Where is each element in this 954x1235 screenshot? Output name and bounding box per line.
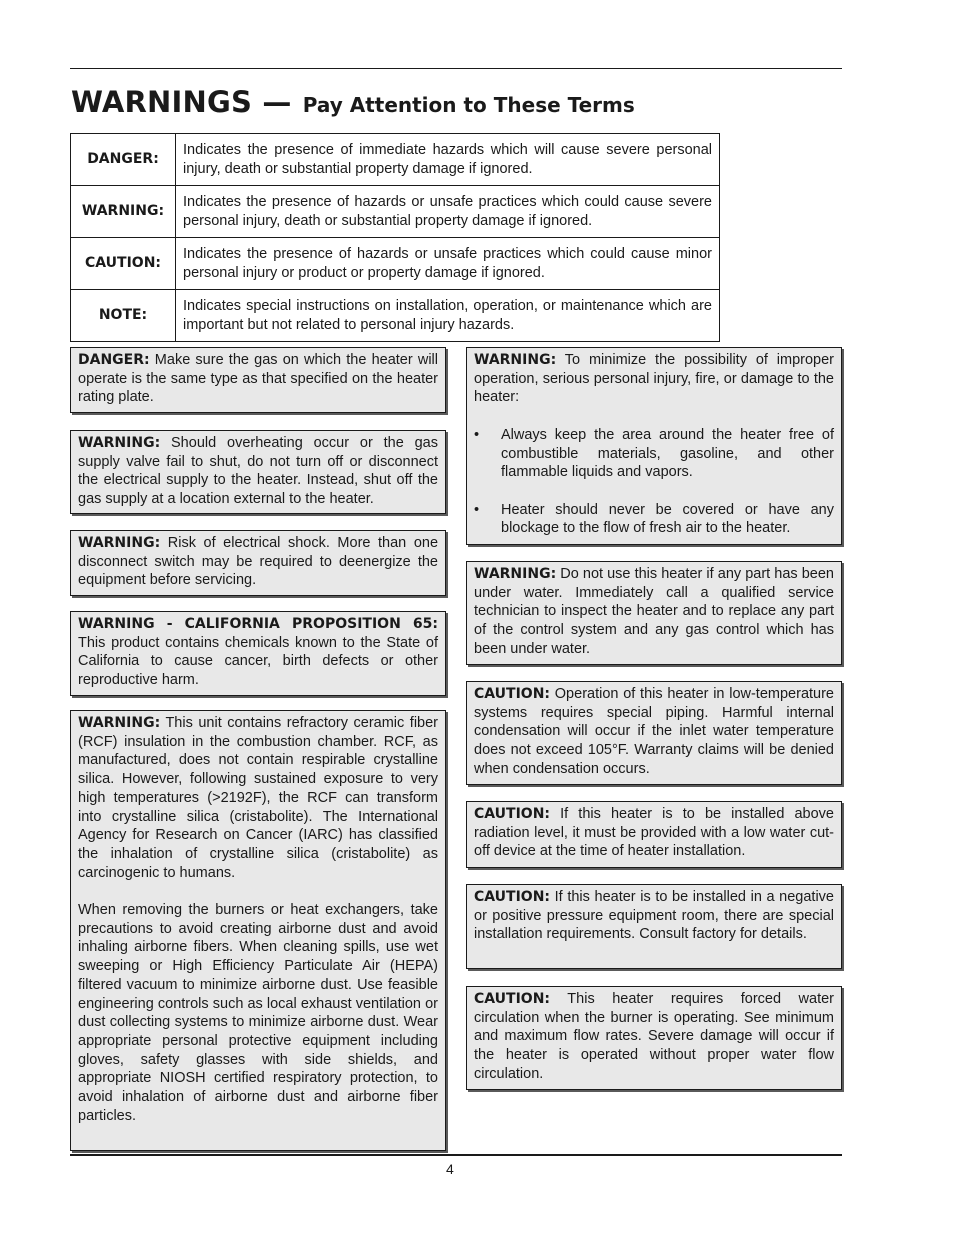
list-item (474, 501, 834, 538)
warning-improper-operation-box (466, 347, 842, 545)
list-item-text: Heater should never be covered or have any blockage to the flow of fresh air to the heater. (501, 501, 834, 537)
page-title (71, 82, 635, 120)
box-text (78, 714, 438, 882)
box-label: CAUTION: (474, 806, 551, 822)
bullet-list (474, 426, 834, 538)
box-body: Make sure the gas on which the heater will operate is the same type as that specified on the heater rating plate. (78, 352, 438, 406)
title-sub: Pay Attention to These Terms (302, 93, 635, 117)
term-label: NOTE: (71, 290, 176, 342)
bottom-rule (70, 1154, 842, 1156)
box-label: WARNING: (78, 715, 161, 731)
box-body: If this heater is to be installed above radiation level, it must be provided with a low water cut-off device at the time of heater installation. (474, 806, 834, 860)
box-label: CAUTION: (474, 686, 551, 702)
box-body: To minimize the possibility of improper operation, serious personal injury, fire, or damage to the heater: (474, 352, 834, 406)
term-definition: Indicates the presence of hazards or unsafe practices which could cause minor personal injury or product or property damage if ignored. (176, 238, 720, 290)
term-definition: Indicates the presence of hazards or unsafe practices which could cause severe personal injury, death or substantial property damage if ignored. (176, 186, 720, 238)
box-text (474, 685, 834, 779)
box-label: WARNING: (78, 535, 161, 551)
box-body: Should overheating occur or the gas supply valve fail to shut, do not turn off or disconnect the electrical supply to the heater. Instead, shut off the gas supply at a location external to the heater. (78, 435, 438, 508)
box-body: This unit contains refractory ceramic fiber (RCF) insulation in the combustion chamber. RCF, as manufactured, does not contain respirable crystalline silica. However, following sustained exposure to very high temperatures (>2192F), the RCF can transform into crystalline silica (cristabolite). The International Agency for Research on Cancer (IARC) has classified the inhalation of crystalline silica (cristabolite) as carcinogenic to humans. (78, 715, 438, 881)
box-body: Operation of this heater in low-temperature systems requires special piping. Harmful internal condensation will occur if the inlet water temperature does not exceed 105°F. Warranty claims will be denied when condensation occurs. (474, 686, 834, 777)
caution-pressure-room-box (466, 884, 842, 969)
caution-low-temperature-box (466, 681, 842, 785)
box-text (474, 565, 834, 659)
terms-row (71, 290, 720, 342)
box-body-2: When removing the burners or heat exchangers, take precautions to avoid creating airborne dust and avoid inhaling airborne fibers. When cleaning spills, use wet sweeping or High Efficiency Particulate Air (HEPA) filtered vacuum to minimize airborne dust. Use feasible engineering controls such as local exhaust ventilation or dust collecting systems to minimize airborne dust. Wear appropriate personal protective equipment including gloves, safety glasses with side shields, and appropriate NIOSH certified respiratory protection, to avoid inhalation of airborne dust and airborne fiber particles. (78, 902, 438, 1124)
term-definition: Indicates the presence of immediate hazards which will cause severe personal injury, death or substantial property damage if ignored. (176, 134, 720, 186)
list-item (474, 426, 834, 482)
box-text (78, 434, 438, 509)
box-label: WARNING: (474, 566, 557, 582)
box-text (78, 534, 438, 590)
box-body: Risk of electrical shock. More than one disconnect switch may be required to deenergize the equipment before servicing. (78, 535, 439, 589)
box-body: This heater requires forced water circulation when the burner is operating. See minimum and maximum flow rates. Severe damage will occur if the heater is operated without proper water flow circulation. (474, 991, 834, 1082)
terms-row (71, 186, 720, 238)
term-label: DANGER: (71, 134, 176, 186)
top-rule (70, 68, 842, 69)
term-definition: Indicates special instructions on installation, operation, or maintenance which are important but not related to personal injury hazards. (176, 290, 720, 342)
box-body: Do not use this heater if any part has been under water. Immediately call a qualified service technician to inspect the heater and to replace any part of the control system and any gas control which has been under water. (474, 566, 834, 657)
terms-row (71, 134, 720, 186)
page-number: 4 (446, 1161, 454, 1177)
box-text (474, 990, 834, 1084)
bullet-glyph: • (474, 426, 480, 443)
box-body: If this heater is to be installed in a negative or positive pressure equipment room, there are special installation requirements. Consult factory for details. (474, 889, 834, 943)
title-main: WARNINGS — (71, 85, 292, 119)
box-label: CAUTION: (474, 889, 551, 905)
box-text (78, 615, 438, 690)
box-label: WARNING: (78, 435, 161, 451)
bullet-glyph: • (474, 501, 480, 518)
warning-prop65-box (70, 611, 446, 696)
term-label: CAUTION: (71, 238, 176, 290)
warning-electrical-shock-box (70, 530, 446, 596)
danger-gas-type-box (70, 347, 446, 413)
box-label: WARNING - CALIFORNIA PROPOSITION 65: (78, 616, 438, 632)
box-text (474, 888, 834, 944)
caution-water-circulation-box (466, 986, 842, 1090)
warning-rcf-box (70, 710, 446, 1151)
box-label: WARNING: (474, 352, 557, 368)
box-body: This product contains chemicals known to the State of California to cause cancer, birth defects or other reproductive harm. (78, 634, 438, 689)
warning-overheating-box (70, 430, 446, 514)
terms-row (71, 238, 720, 290)
box-text (474, 805, 834, 861)
list-item-text: Always keep the area around the heater free of combustible materials, gasoline, and other flammable liquids and vapors. (501, 426, 834, 481)
box-label: DANGER: (78, 352, 150, 368)
box-text (474, 351, 834, 407)
box-label: CAUTION: (474, 991, 551, 1007)
term-label: WARNING: (71, 186, 176, 238)
caution-radiation-level-box (466, 801, 842, 868)
box-text (78, 351, 438, 407)
terms-table (70, 133, 720, 342)
warning-under-water-box (466, 561, 842, 665)
